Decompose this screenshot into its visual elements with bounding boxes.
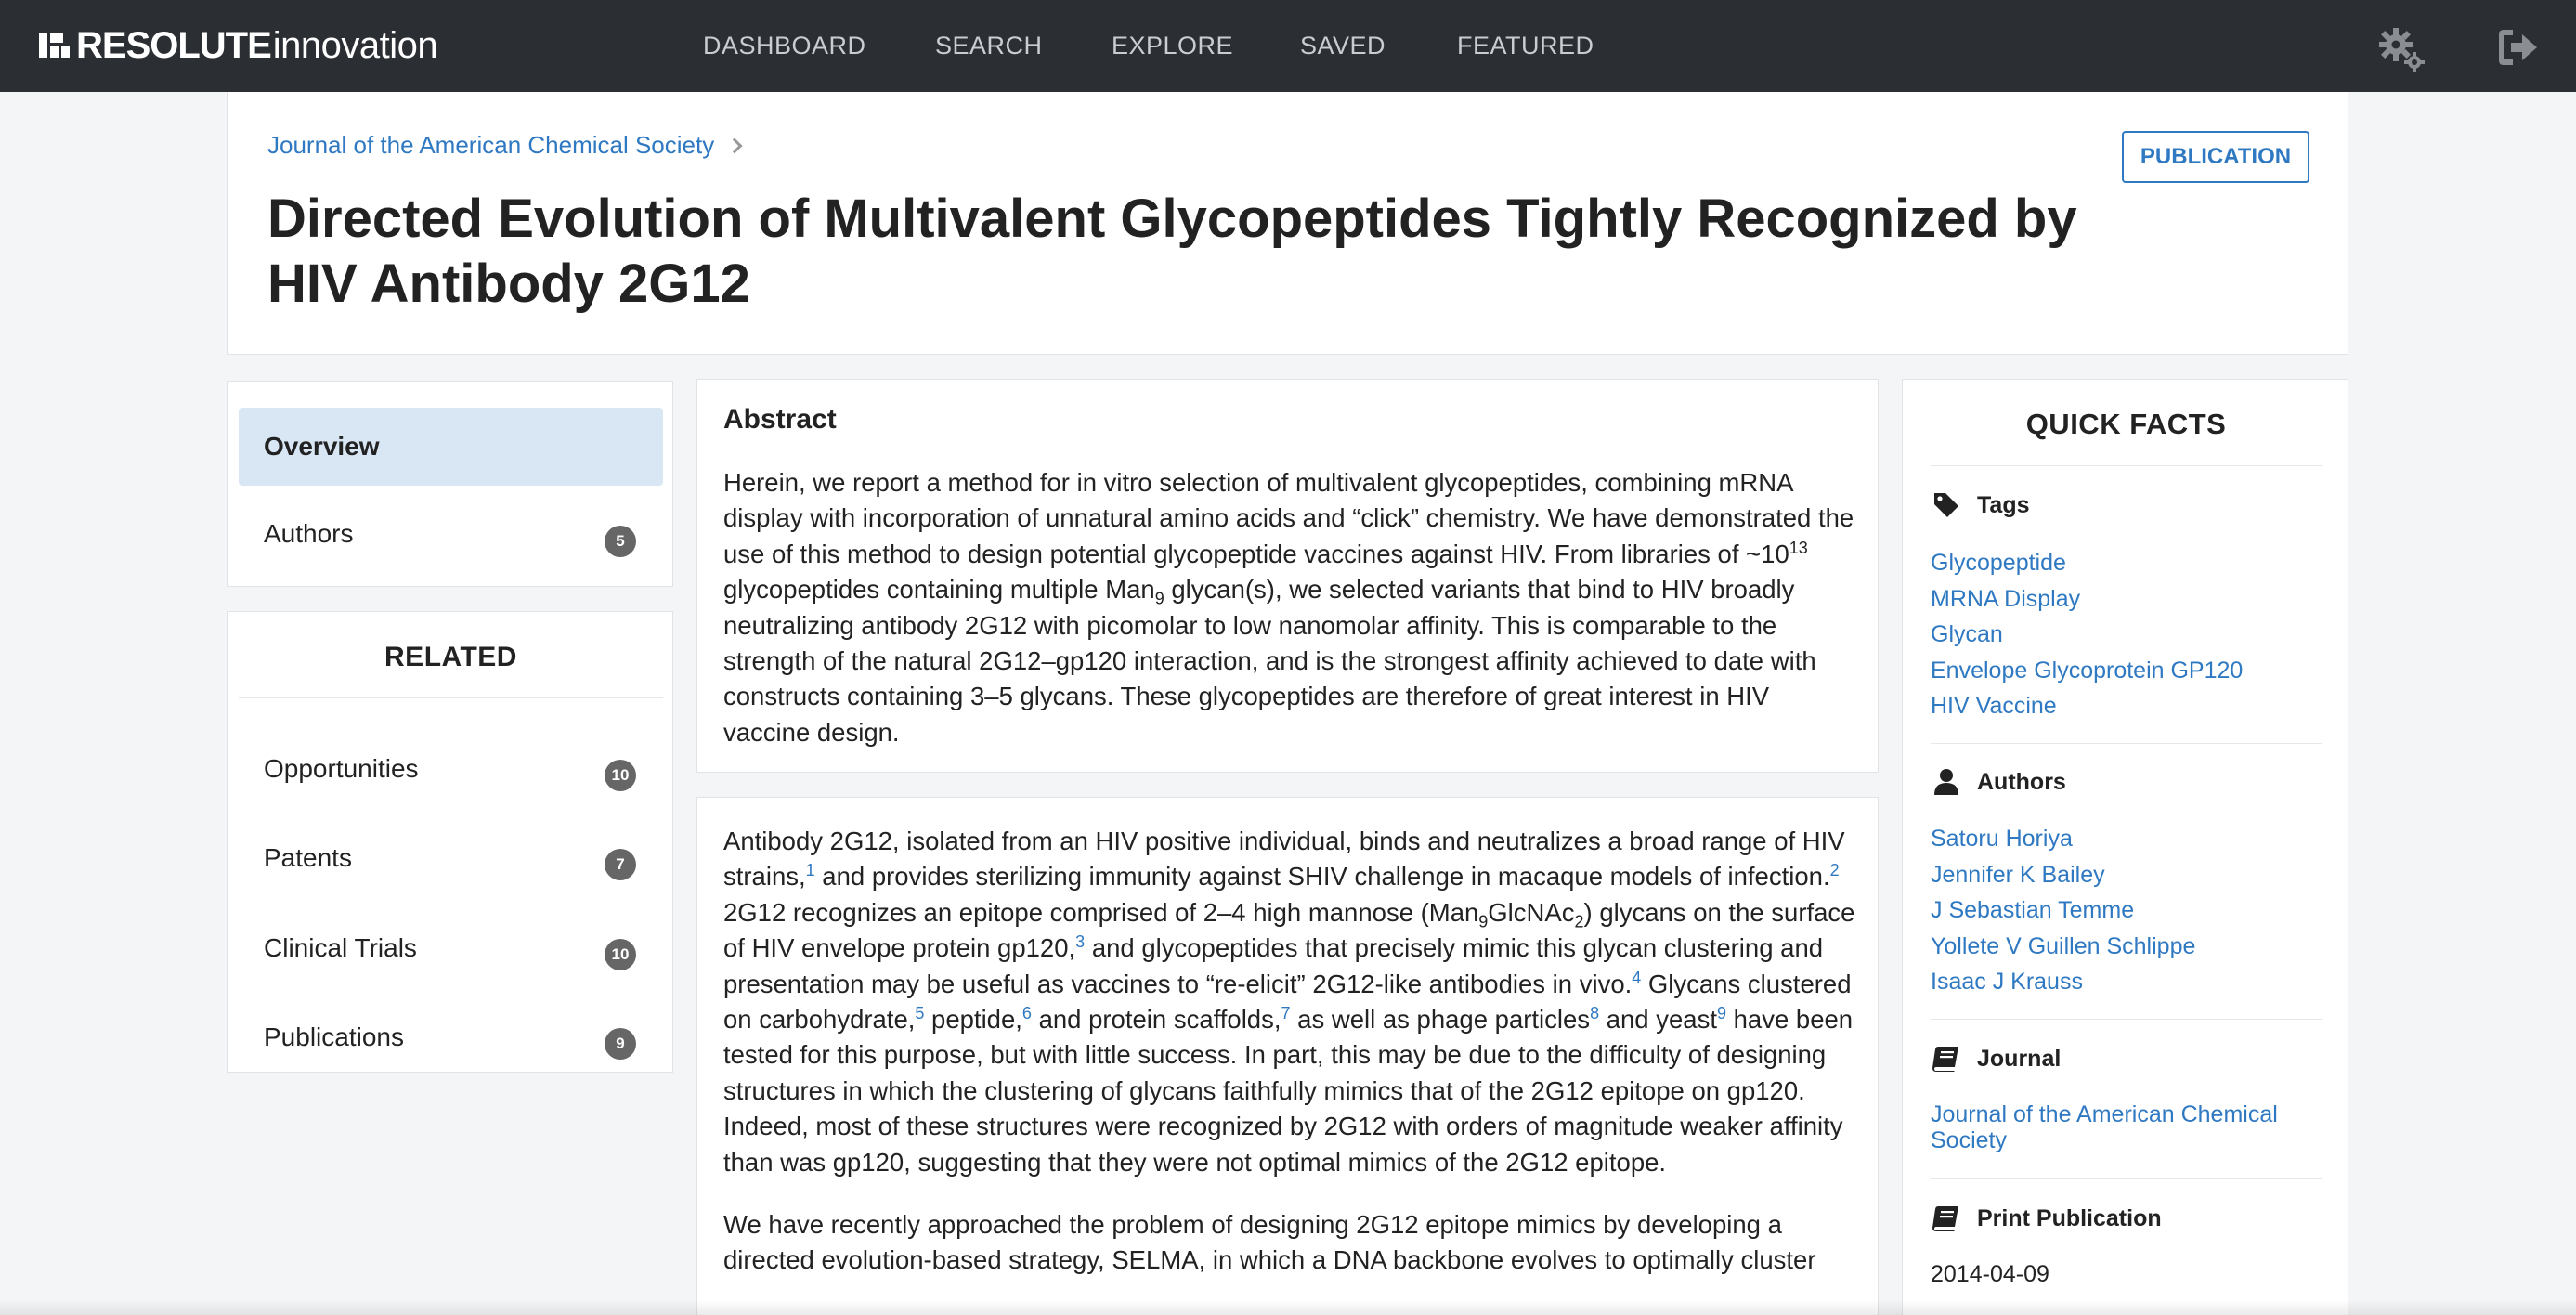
count-badge: 7: [605, 849, 636, 880]
print-publication-heading: [1932, 1204, 2162, 1232]
nav-search[interactable]: SEARCH: [935, 32, 1043, 59]
tag-link[interactable]: Glycan: [1931, 621, 2003, 647]
abstract-text-part: glycopeptides containing multiple Man: [723, 575, 1155, 605]
page-bottom-shadow: [0, 1300, 2576, 1315]
related-title: RELATED: [384, 642, 517, 672]
count-badge: 10: [605, 939, 636, 970]
text-run: Glycans clustered on carbohydrate,: [723, 969, 1852, 1035]
author-link[interactable]: J Sebastian Temme: [1931, 897, 2135, 923]
journal-link[interactable]: Journal of the American Chemical Society: [1931, 1101, 2278, 1153]
section-nav-authors[interactable]: [239, 495, 663, 573]
reference-link[interactable]: 7: [1281, 1003, 1291, 1022]
quick-facts-title: QUICK FACTS: [2025, 408, 2227, 440]
brand-logo[interactable]: [39, 24, 437, 67]
text-run: ) glycans on the surface of HIV envelope protein gp120,: [723, 897, 1855, 963]
related-opportunities[interactable]: [239, 730, 663, 808]
tags-heading: [1932, 491, 2030, 519]
reference-link[interactable]: 3: [1075, 932, 1086, 952]
reference-link[interactable]: 2: [1829, 861, 1840, 880]
author-link[interactable]: Isaac J Krauss: [1931, 969, 2083, 995]
publication-badge: PUBLICATION: [2122, 131, 2309, 183]
related-patents[interactable]: [239, 819, 663, 897]
count-badge: 9: [605, 1028, 636, 1060]
count-badge: 10: [605, 760, 636, 791]
count-badge: 5: [605, 526, 636, 557]
text-run: and protein scaffolds,: [1031, 1005, 1281, 1035]
text-run: GlcNAc: [1488, 897, 1575, 927]
top-navbar: [0, 0, 2576, 92]
article-paragraph: We have recently approached the problem of designing 2G12 epitope mimics by developing a directed evolution-based strategy, SELMA, in which a DNA backbone evolves to optimally cluster: [723, 1210, 1816, 1275]
divider: [1931, 465, 2322, 466]
related-label: Clinical Trials: [264, 933, 417, 962]
related-publications[interactable]: [239, 998, 663, 1076]
abstract-text-part: Herein, we report a method for in vitro selection of multivalent glycopeptides, combining mRNA display with incorporation of unnatural amino acids and “click” chemistry. We have demonstrated the use of this method to design potential glycopeptide vaccines against HIV. From libraries of ~10: [723, 468, 1854, 568]
print-publication-heading-label: Print Publication: [1977, 1204, 2162, 1231]
nav-saved[interactable]: SAVED: [1300, 32, 1386, 59]
section-nav-label: Overview: [264, 432, 380, 461]
article-body: [696, 797, 1879, 1315]
brand-name-strong: RESOLUTE: [76, 24, 271, 66]
journal-heading-label: Journal: [1977, 1045, 2062, 1072]
tags-heading-label: Tags: [1977, 491, 2030, 518]
reference-link[interactable]: 1: [805, 861, 815, 880]
related-label: Publications: [264, 1022, 404, 1051]
book-icon: [1932, 1204, 1960, 1232]
user-icon: [1932, 768, 1960, 796]
tags-list: [1931, 545, 2322, 724]
text-run: peptide,: [924, 1005, 1022, 1035]
abstract-heading: Abstract: [723, 404, 837, 435]
abstract-text: [723, 465, 1861, 750]
brand-name-light: innovation: [272, 24, 438, 66]
related-label: Patents: [264, 843, 352, 872]
publication-header: [227, 92, 2348, 355]
text-run: Antibody 2G12, isolated from an HIV positive individual, binds and neutralizes a broad range of HIV strains,: [723, 827, 1845, 892]
reference-link[interactable]: 6: [1021, 1003, 1032, 1022]
tag-link[interactable]: HIV Vaccine: [1931, 693, 2057, 719]
text-run: have been tested for this purpose, but with little success. In part, this may be due to the difficulty of designing structures in which the clustering of glycans faithfully mimics that of the 2G12 epitope on gp120. Indeed, most of these structures were recognized by 2G12 with orders of magnitude weaker affinity than was gp120, suggesting that they were not optimal mimics of the 2G12 epitope.: [723, 1005, 1854, 1177]
text-run: and yeast: [1599, 1005, 1717, 1035]
subscript: 9: [1478, 912, 1489, 931]
journal-heading: [1932, 1045, 2061, 1073]
reference-link[interactable]: 8: [1590, 1003, 1600, 1022]
article-text: [723, 824, 1861, 1306]
section-nav: [227, 381, 673, 587]
reference-link[interactable]: 4: [1632, 968, 1642, 987]
author-link[interactable]: Yollete V Guillen Schlippe: [1931, 932, 2196, 959]
related-label: Opportunities: [264, 754, 419, 783]
breadcrumb-journal[interactable]: Journal of the American Chemical Society: [267, 131, 715, 159]
text-run: and provides sterilizing immunity against SHIV challenge in macaque models of infection.: [814, 862, 1830, 892]
section-nav-label: Authors: [264, 519, 354, 548]
tag-link[interactable]: MRNA Display: [1931, 585, 2081, 612]
nav-dashboard[interactable]: DASHBOARD: [703, 32, 866, 59]
page-title: Directed Evolution of Multivalent Glycopeptides Tightly Recognized by HIV Antibody 2G12: [267, 189, 2077, 314]
reference-link[interactable]: 5: [915, 1003, 925, 1022]
divider: [1931, 1019, 2322, 1020]
text-run: and glycopeptides that precisely mimic this glycan clustering and presentation may be useful as vaccines to “re-elicit” 2G12-like antibodies in vivo.: [723, 933, 1824, 998]
text-run: as well as phage particles: [1290, 1005, 1591, 1035]
authors-list: [1931, 821, 2322, 1000]
resolute-logo-icon: [39, 30, 71, 61]
divider: [1931, 1178, 2322, 1179]
tag-link[interactable]: Envelope Glycoprotein GP120: [1931, 657, 2244, 684]
subscript: 2: [1574, 912, 1584, 931]
related-panel: [227, 611, 673, 1073]
authors-heading: [1932, 768, 2066, 796]
tag-link[interactable]: Glycopeptide: [1931, 550, 2066, 576]
quick-facts-panel: [1902, 379, 2348, 1315]
author-link[interactable]: Jennifer K Bailey: [1931, 861, 2105, 888]
divider: [1931, 743, 2322, 744]
nav-explore[interactable]: EXPLORE: [1112, 32, 1234, 59]
tag-icon: [1932, 491, 1960, 519]
section-nav-overview[interactable]: [239, 408, 663, 486]
reference-link[interactable]: 9: [1716, 1003, 1726, 1022]
superscript: 13: [1789, 538, 1808, 557]
text-run: 2G12 recognizes an epitope comprised of 2–4 high mannose (Man: [723, 897, 1479, 927]
abstract-panel: [696, 379, 1879, 773]
book-icon: [1932, 1045, 1960, 1073]
related-clinical-trials[interactable]: [239, 909, 663, 987]
chevron-right-icon: [727, 137, 743, 153]
divider: [239, 697, 663, 698]
article-paragraph: [723, 824, 1861, 1180]
logout-icon[interactable]: [2494, 24, 2541, 71]
print-publication-date: 2014-04-09: [1931, 1261, 2049, 1287]
subscript: 9: [1154, 589, 1164, 608]
authors-heading-label: Authors: [1977, 768, 2066, 795]
abstract-text-part: glycan(s), we selected variants that bind to HIV broadly neutralizing antibody 2G12 with picomolar to low nanomolar affinity. This is comparable to the strength of the natural 2G12–gp120 interaction, and is the strongest affinity achieved to date with constructs containing 3–5 glycans. These glycopeptides are therefore of great interest in HIV vaccine design.: [723, 575, 1816, 747]
nav-featured[interactable]: FEATURED: [1457, 32, 1594, 59]
author-link[interactable]: Satoru Horiya: [1931, 826, 2073, 852]
gears-icon[interactable]: [2377, 24, 2424, 71]
breadcrumb[interactable]: [267, 131, 740, 160]
